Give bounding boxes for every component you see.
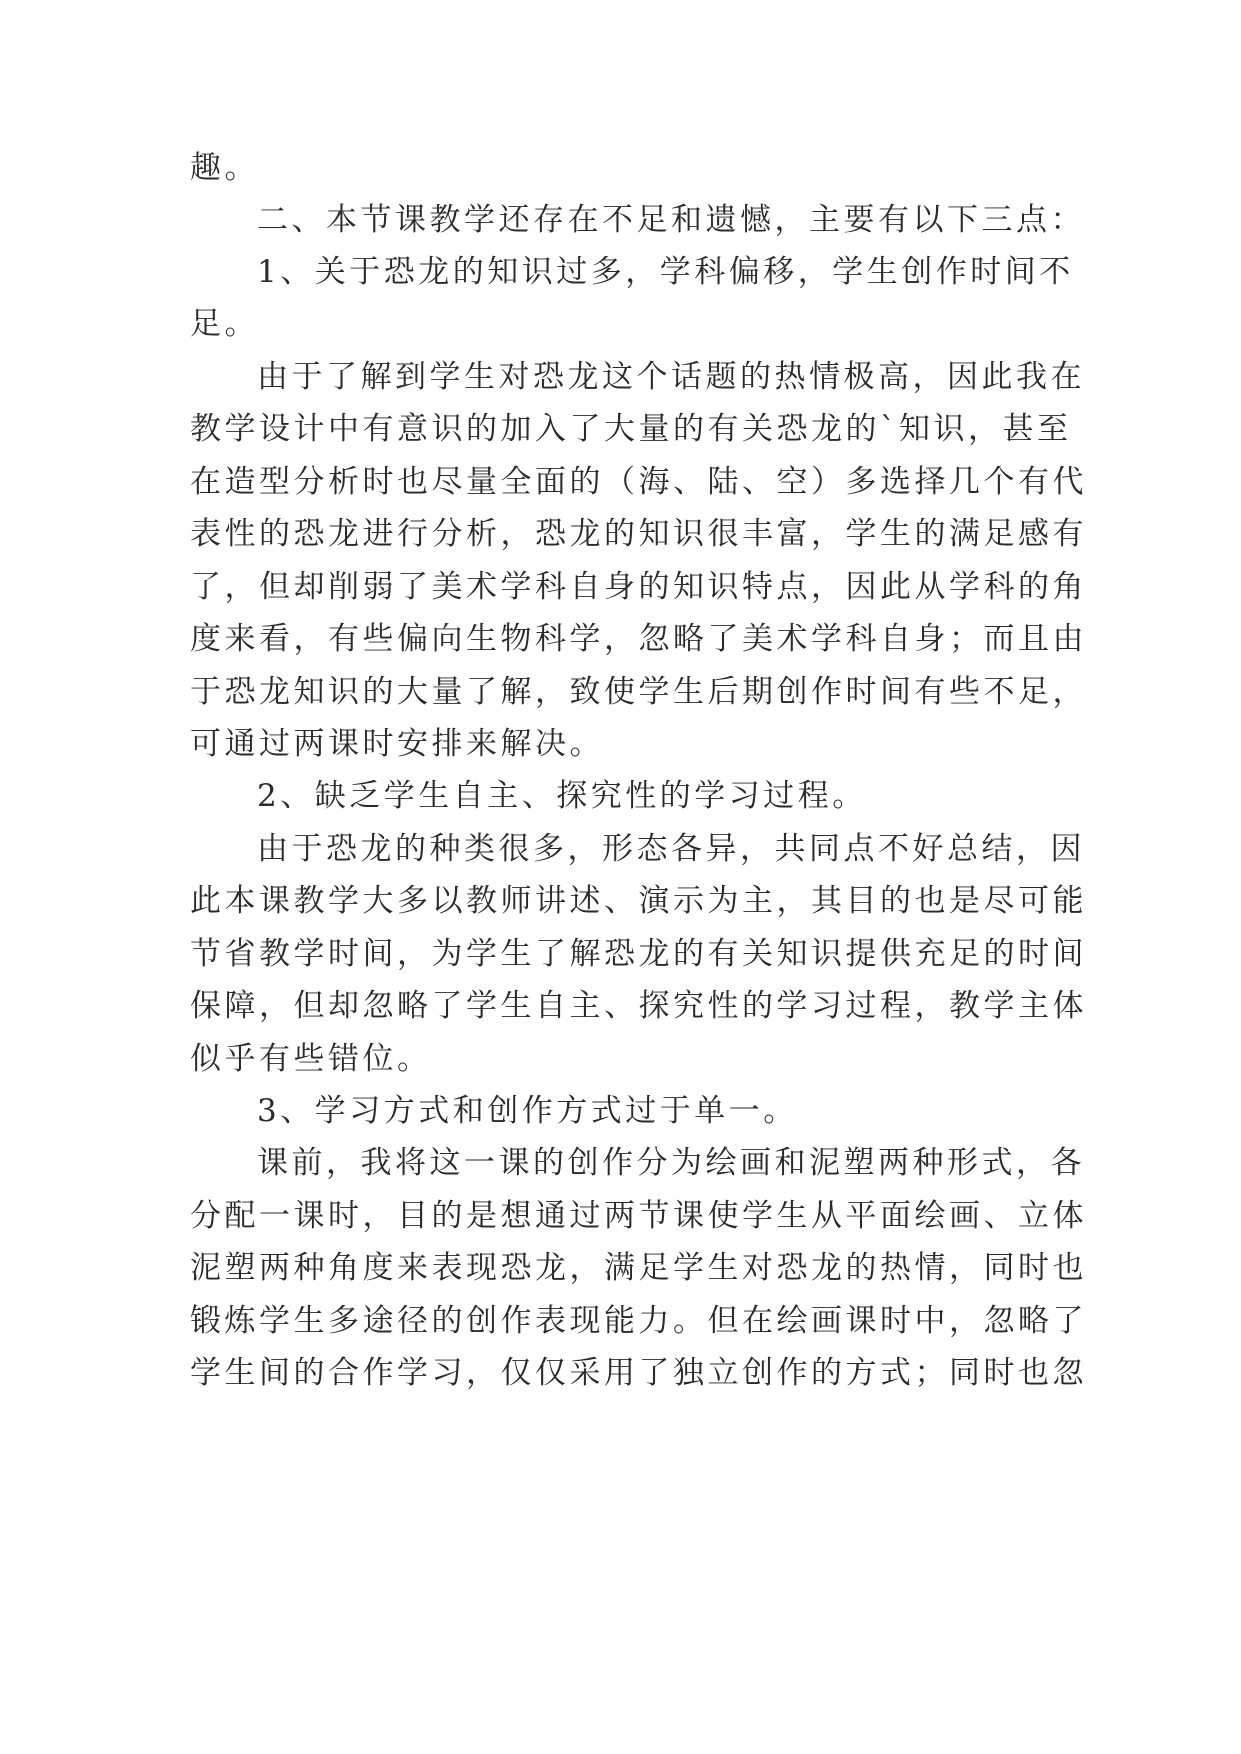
list-item-heading: 1、关于恐龙的知识过多，学科偏移，学生创作时间不 [257, 254, 1074, 290]
paragraph-line: 泥塑两种角度来表现恐龙，满足学生对恐龙的热情，同时也 [190, 1250, 1087, 1286]
paragraph-line: 节省教学时间，为学生了解恐龙的有关知识提供充足的时间 [190, 936, 1087, 972]
paragraph-line: 教学设计中有意识的加入了大量的有关恐龙的`知识，甚至 [190, 411, 1072, 447]
paragraph-line: 似乎有些错位。 [190, 1041, 432, 1077]
text-line: 足。 [190, 306, 259, 342]
paragraph-line: 由于恐龙的种类很多，形态各异，共同点不好总结，因 [257, 831, 1085, 867]
paragraph-line: 于恐龙知识的大量了解，致使学生后期创作时间有些不足， [190, 674, 1087, 710]
paragraph-line: 表性的恐龙进行分析，恐龙的知识很丰富，学生的满足感有 [190, 516, 1087, 552]
paragraph-line: 锻炼学生多途径的创作表现能力。但在绘画课时中，忽略了 [190, 1303, 1087, 1339]
paragraph-line: 分配一课时，目的是想通过两节课使学生从平面绘画、立体 [190, 1198, 1087, 1234]
paragraph-line: 课前，我将这一课的创作分为绘画和泥塑两种形式，各 [257, 1145, 1085, 1181]
paragraph-line: 保障，但却忽略了学生自主、探究性的学习过程，教学主体 [190, 988, 1087, 1024]
paragraph-line: 学生间的合作学习，仅仅采用了独立创作的方式；同时也忽 [190, 1355, 1087, 1391]
paragraph-line: 度来看，有些偏向生物科学，忽略了美术学科自身；而且由 [190, 621, 1087, 657]
list-item-heading: 2、缺乏学生自主、探究性的学习过程。 [257, 778, 867, 814]
paragraph-line: 由于了解到学生对恐龙这个话题的热情极高，因此我在 [257, 359, 1085, 395]
paragraph-line: 可通过两课时安排来解决。 [190, 726, 604, 762]
list-item-heading: 3、学习方式和创作方式过于单一。 [257, 1093, 798, 1129]
paragraph-line: 在造型分析时也尽量全面的（海、陆、空）多选择几个有代 [190, 464, 1087, 500]
paragraph-line: 此本课教学大多以教师讲述、演示为主，其目的也是尽可能 [190, 883, 1087, 919]
text-line: 趣。 [190, 150, 259, 186]
section-heading: 二、本节课教学还存在不足和遗憾，主要有以下三点： [257, 202, 1085, 238]
paragraph-line: 了，但却削弱了美术学科自身的知识特点，因此从学科的角 [190, 569, 1087, 605]
